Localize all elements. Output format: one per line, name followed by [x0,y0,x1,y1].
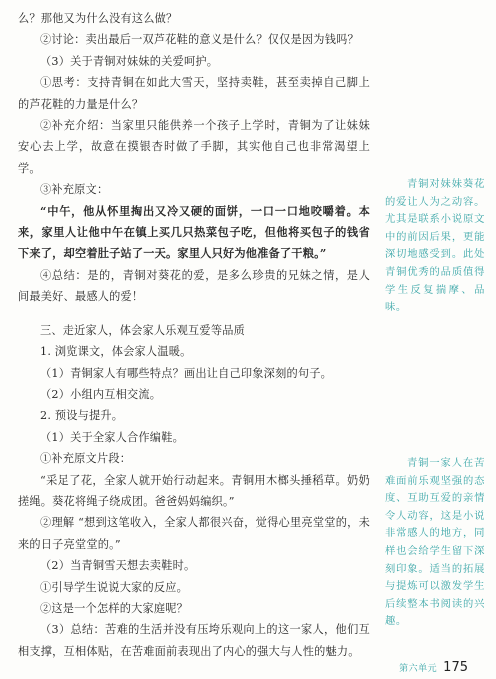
paragraph: ②讨论：卖出最后一双芦花鞋的意义是什么？仅仅是因为钱吗？ [40,33,359,47]
unit-label: 第六单元 [399,664,438,674]
paragraph: （1）关于全家人合作编鞋。 [40,430,184,444]
margin-note-family-optimism: 青铜一家人在苦难面前乐观坚强的态度、互助互爱的亲情令人动容，这是小说非常感人的地方，同样也会给学生留下深刻印象。适当的拓展与提炼可以激发学生后续整本书阅读的兴趣。 [385,457,485,628]
paragraph: （2）小组内互相交流。 [40,387,162,401]
paragraph: ①思考：支持青铜在如此大雪天，坚持卖鞋，甚至卖掉自己脚上的芦花鞋的力量是什么？ [18,76,370,111]
paragraph: （1）青铜家人有哪些特点？画出让自己印象深刻的句子。 [40,366,333,380]
paragraph: （2）当青铜雪天想去卖鞋时。 [40,559,196,573]
paragraph: 2. 预设与提升。 [40,409,124,423]
main-text [18,8,370,662]
paragraph: （3）总结：苦难的生活并没有压垮乐观向上的这一家人，他们互相支撑，互相体贴，在苦难面前表现出了内心的强大与人性的魅力。 [18,623,370,658]
paragraph: ②理解 “想到这笔收入，全家人都很兴奋，觉得心里亮堂堂的，未来的日子亮堂堂的。” [18,516,370,551]
paragraph: ①引导学生说说大家的反应。 [40,580,189,594]
paragraph: ②补充介绍：当家里只能供养一个孩子上学时，青铜为了让妹妹安心去上学，故意在摸银杏时做了手脚，其实他自己也非常渴望上学。 [18,119,370,175]
page-number: 175 [443,660,468,675]
paragraph: ④总结：是的，青铜对葵花的爱，是多么珍贵的兄妹之情，是人间最美好、最感人的爱！ [18,268,370,304]
paragraph: “采足了花，全家人就开始行动起来。青铜用木榔头捶稻草。奶奶搓绳。葵花将绳子绕成团。爸爸妈妈编织。” [18,473,370,508]
paragraph: 三、走近家人，体会家人乐观互爱等品质 [40,323,245,337]
section-gap [18,308,370,320]
paragraph: （3）关于青铜对妹妹的关爱呵护。 [40,54,219,68]
paragraph: ①补充原文片段： [40,452,132,466]
paragraph: 1. 浏览课文，体会家人温暖。 [40,345,192,359]
paragraph: ③补充原文： [40,183,109,197]
quoted-excerpt: “中午，他从怀里掏出又冷又硬的面饼，一口一口地咬嚼着。本来，家里人让他中午在镇上买几只热菜包子吃，但他将买包子的钱省下来了，却空着肚子站了一天。家里人只好为他准备了干粮。” [18,203,370,261]
paragraph: 么？那他又为什么没有这么做？ [18,12,178,25]
page-footer [399,660,468,675]
margin-note-sisterly-love: 青铜对妹妹葵花的爱让人为之动容。尤其是联系小说原文中的前因后果，更能深切地感受到。此处青铜优秀的品质值得学生反复揣摩、品味。 [385,178,485,314]
paragraph: ②这是一个怎样的大家庭呢？ [40,601,189,615]
